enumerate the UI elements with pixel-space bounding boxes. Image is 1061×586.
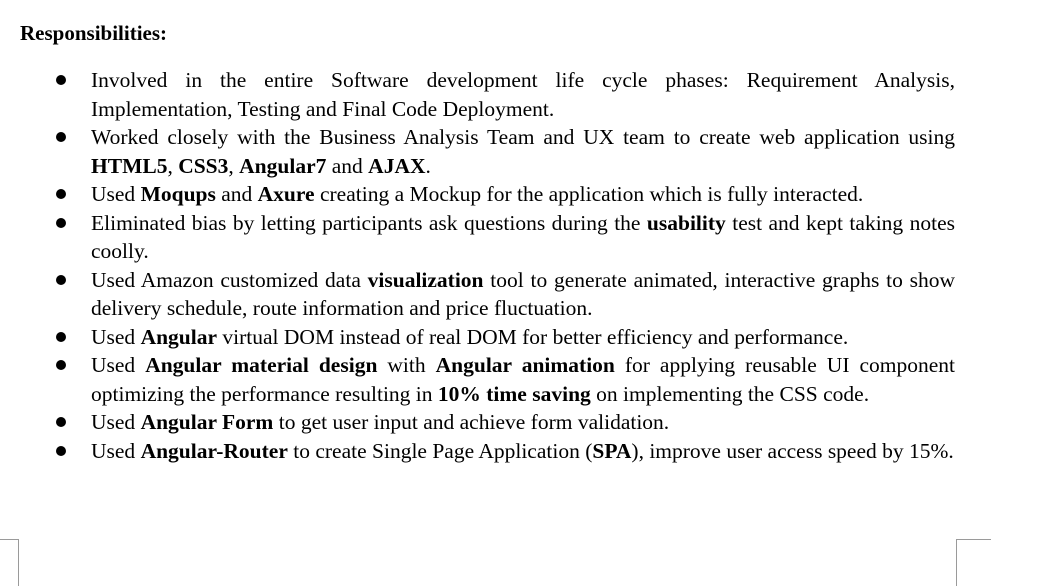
text-run: tool to generate animated, interactive graphs to show delivery schedule, route information and price fluctuation. xyxy=(91,267,955,320)
left-page-margin-mark xyxy=(0,539,19,586)
list-item-text xyxy=(91,408,955,437)
bold-text-run: Angular-Router xyxy=(140,438,288,463)
bullet-point-icon xyxy=(56,417,66,427)
section-heading: Responsibilities: xyxy=(20,21,168,45)
text-run: Used xyxy=(91,353,146,377)
text-run: to get user input and achieve form validation. xyxy=(273,410,670,434)
text-run: test and kept taking notes coolly. xyxy=(91,210,955,263)
text-run: Used xyxy=(91,182,141,206)
bullet-point-icon xyxy=(56,332,66,342)
bold-text-run: Angular material design xyxy=(145,353,378,377)
responsibilities-list xyxy=(0,66,1061,465)
list-item-text xyxy=(91,180,955,209)
list-item-text xyxy=(91,323,955,352)
text-run: to create Single Page Application ( xyxy=(287,438,593,463)
list-item-text xyxy=(91,123,955,180)
text-run: and xyxy=(215,182,258,206)
text-run: Worked closely with the Business Analysis Team and UX team to create web application using xyxy=(91,125,955,149)
text-run: Used xyxy=(91,438,141,463)
bullet-point-icon xyxy=(56,446,66,456)
bullet-point-icon xyxy=(56,75,66,85)
bold-text-run: Moqups xyxy=(140,182,216,206)
list-item xyxy=(0,323,1061,352)
bold-text-run: AJAX xyxy=(368,153,426,178)
text-run: on implementing the CSS code. xyxy=(590,381,870,406)
list-item xyxy=(0,351,1061,408)
bold-text-run: SPA xyxy=(592,438,632,463)
bold-text-run: Axure xyxy=(257,182,315,206)
bold-text-run: CSS3 xyxy=(178,153,229,178)
bold-text-run: visualization xyxy=(367,267,484,292)
text-run: Used xyxy=(91,324,141,349)
text-run: ), improve user access speed by 15%. xyxy=(631,438,954,463)
list-item xyxy=(0,408,1061,437)
bold-text-run: HTML5 xyxy=(91,153,168,178)
text-run: and xyxy=(326,153,369,178)
bullet-point-icon xyxy=(56,275,66,285)
bullet-point-icon xyxy=(56,218,66,228)
text-run: , xyxy=(167,153,179,178)
text-run: virtual DOM instead of real DOM for better efficiency and performance. xyxy=(217,324,849,349)
text-run: creating a Mockup for the application which is fully interacted. xyxy=(314,182,864,206)
bold-text-run: Angular animation xyxy=(435,353,615,377)
list-item xyxy=(0,266,1061,323)
bold-text-run: Angular7 xyxy=(239,153,327,178)
list-item xyxy=(0,437,1061,466)
list-item xyxy=(0,123,1061,180)
list-item-text xyxy=(91,437,955,466)
bold-text-run: usability xyxy=(646,210,726,235)
text-run: for applying reusable UI component optimizing the performance resulting in xyxy=(91,353,956,406)
text-run: , xyxy=(228,153,240,178)
list-item-text xyxy=(91,66,955,123)
bold-text-run: Angular xyxy=(140,324,218,349)
text-run: with xyxy=(377,353,436,377)
list-item-text xyxy=(91,266,955,323)
text-run: . xyxy=(425,153,431,178)
bullet-point-icon xyxy=(56,189,66,199)
right-page-margin-mark xyxy=(956,539,991,586)
list-item xyxy=(0,180,1061,209)
text-run: Used xyxy=(91,410,141,434)
bold-text-run: Angular Form xyxy=(140,410,274,434)
list-item-text xyxy=(91,351,955,408)
bullet-point-icon xyxy=(56,132,66,142)
list-item xyxy=(0,209,1061,266)
bold-text-run: 10% time saving xyxy=(437,381,591,406)
list-item xyxy=(0,66,1061,123)
text-run: Eliminated bias by letting participants ask questions during the xyxy=(91,210,647,235)
text-run: Involved in the entire Software development life cycle phases: Requirement Analysis, Implementation, Testing and Final Code Deployment. xyxy=(91,68,955,121)
list-item-text xyxy=(91,209,955,266)
bullet-point-icon xyxy=(56,360,66,370)
text-run: Used Amazon customized data xyxy=(91,267,368,292)
